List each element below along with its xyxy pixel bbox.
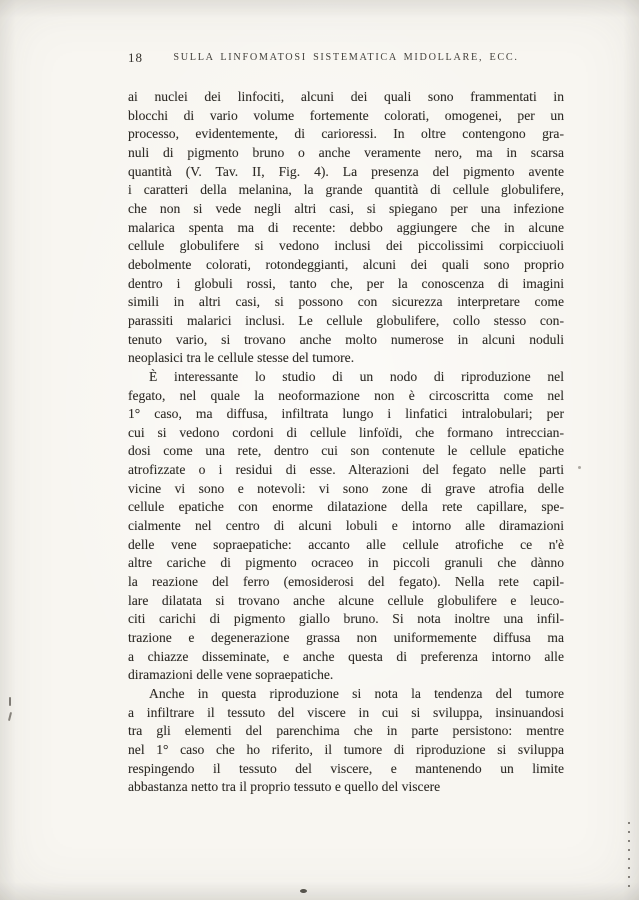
text-line: nel 1° caso che ho riferito, il tumore di riproduzione si sviluppa [128, 741, 564, 757]
text-line: dosi come una rete, dentro cui son contenute le cellule epatiche [128, 443, 564, 459]
text-line: trazione e degenerazione grassa non uniformemente diffusa ma [128, 630, 564, 646]
text-line: processo, evidentemente, di carioressi. In oltre contengono gra- [128, 126, 564, 142]
text-line: 1° caso, ma diffusa, infiltrata lungo i linfatici intralobulari; per [128, 406, 564, 422]
text-line: parassiti malarici inclusi. Le cellule globulifere, collo stesso con- [128, 312, 564, 328]
text-line: tra gli elementi del parenchima che in parte persistono: mentre [128, 723, 564, 739]
text-line: delle vene sopraepatiche: accanto alle cellule atrofiche ce n'è [128, 536, 564, 552]
text-line: abbastanza netto tra il proprio tessuto e quello del viscere [128, 779, 441, 795]
text-line: fegato, nel quale la neoformazione non è circoscritta come nel [128, 387, 564, 403]
page-number: 18 [128, 50, 143, 65]
text-line: cellule globulifere si vedono inclusi dei piccolissimi corpicciuoli [128, 238, 564, 254]
text-line: i caratteri della melanina, la grande quantità di cellule globulifere, [128, 182, 564, 198]
scan-artifact [300, 889, 307, 893]
text-line: Anche in questa riproduzione si nota la tendenza del tumore [149, 686, 564, 701]
body-text [128, 88, 564, 797]
text-line: che non si vede negli altri casi, si spiegano per una infezione [128, 200, 564, 216]
text-line: blocchi di vario volume fortemente colorati, omogenei, per un [128, 107, 564, 123]
text-line: atrofizzate o i residui di esse. Alterazioni del fegato nelle parti [128, 462, 564, 478]
text-line: lare dilatata si trovano anche alcune cellule globulifere e leuco- [128, 592, 564, 608]
text-line: citi carichi di pigmento giallo bruno. Si nota inoltre una infil- [128, 611, 564, 627]
paragraph [128, 368, 564, 685]
text-line: dentro i globuli rossi, tanto che, per la conoscenza di imagini [128, 275, 564, 291]
running-head [128, 50, 564, 66]
text-line: È interessante lo studio di un nodo di riproduzione nel [149, 368, 564, 384]
running-title: SULLA LINFOMATOSI SISTEMATICA MIDOLLARE, ECC. [173, 52, 519, 63]
text-line: vicine vi sono e notevoli: vi sono zone di grave atrofia delle [128, 480, 564, 496]
scan-artifact [8, 712, 12, 721]
text-line: simili in altri casi, si possono con sicurezza interpretare come [128, 294, 564, 310]
text-line: debolmente colorati, rotondeggianti, alcuni dei quali sono proprio [128, 256, 564, 272]
text-line: nuli di pigmento bruno o anche veramente nero, ma in scarsa [128, 144, 564, 160]
text-line: cellule epatiche con enorme dilatazione della rete capillare, spe- [128, 499, 564, 515]
text-line: a infiltrare il tessuto del viscere in cui si sviluppa, insinuandosi [128, 704, 564, 720]
scan-artifact [628, 822, 630, 890]
text-line: tenuto vario, si trovano anche molto numerose in alcuni noduli [128, 331, 564, 347]
scan-artifact [9, 697, 11, 706]
text-line: cialmente nel centro di alcuni lobuli e intorno alle diramazioni [128, 518, 564, 534]
text-line: la reazione del ferro (emosiderosi del fegato). Nella rete capil- [128, 574, 564, 590]
text-line: neoplasici tra le cellule stesse del tumore. [128, 350, 355, 366]
paragraph [128, 88, 564, 368]
text-line: altre cariche di pigmento ocraceo in piccoli granuli che dànno [128, 555, 564, 571]
text-block [128, 50, 564, 797]
text-line: a chiazze disseminate, e anche questa di preferenza intorno alle [128, 648, 564, 664]
text-line: cui si vedono cordoni di cellule linfoïdi, che formano intreccian- [128, 424, 564, 440]
text-line: malarica spenta ma di recente: debbo aggiungere che in alcune [128, 219, 564, 235]
scan-artifact [578, 466, 581, 469]
text-line: diramazioni delle vene sopraepatiche. [128, 667, 334, 683]
paragraph [128, 685, 564, 797]
text-line: ai nuclei dei linfociti, alcuni dei quali sono frammentati in [128, 89, 564, 104]
text-line: respingendo il tessuto del viscere, e mantenendo un limite [128, 760, 564, 776]
text-line: quantità (V. Tav. II, Fig. 4). La presenza del pigmento avente [128, 163, 564, 179]
